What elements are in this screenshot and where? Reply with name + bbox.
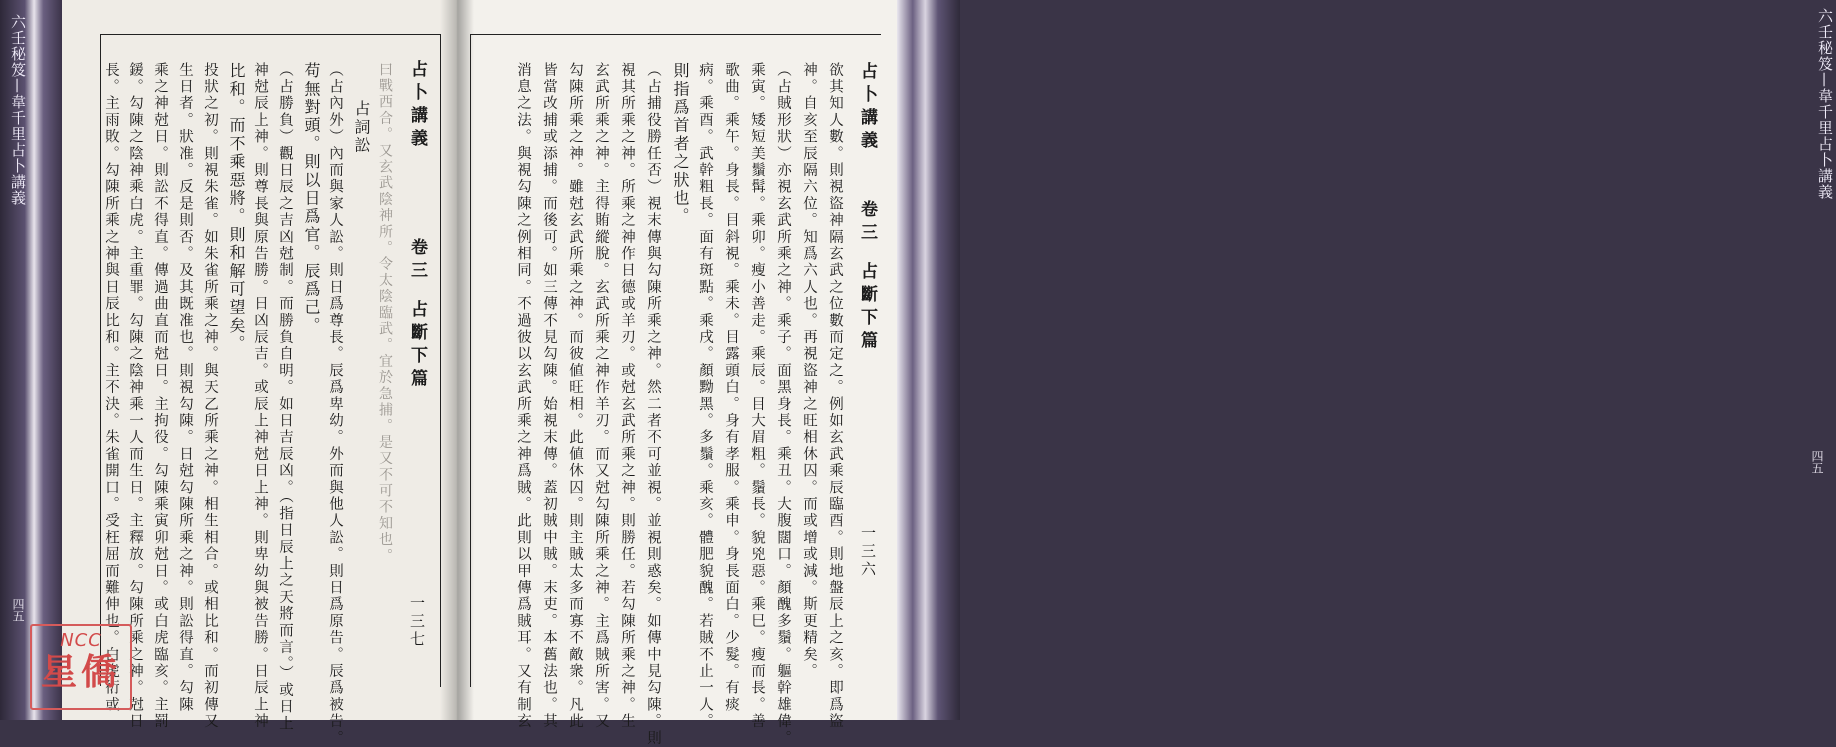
right-header-volume: 卷三 <box>857 200 877 246</box>
stamp-latin-text: NCC <box>60 630 102 651</box>
left-col-7: 比和。而不乘惡將。則和解可望矣。 <box>227 62 246 354</box>
left-col-10: 乘之神尅日。則訟不得直。傳過曲直而尅日。主拘役。勾陳乘寅卯尅日。或白虎臨亥。主罰 <box>152 62 168 730</box>
left-header-volume: 卷三 <box>407 238 427 284</box>
left-col-5: （占勝負）觀日辰之吉凶尅制。而勝負自明。如日吉辰凶。（指日辰上之天將而言。）或日上 <box>277 62 293 733</box>
left-col-4: 苟無對頭。則以日爲官。辰爲己。 <box>302 62 321 335</box>
right-page-number: 一三六 <box>859 525 877 579</box>
right-header-section: 占斷下篇 <box>857 262 877 354</box>
left-page-edge <box>0 0 62 720</box>
right-col-10: 玄武所乘之神。主得賄縱脫。玄武所乘之神作羊刃。而又尅勾陳所乘之神。主爲賊所害。又 <box>593 62 609 730</box>
right-col-4: 乘寅。矮短美鬚髯。乘卯。瘦小善走。乘辰。目大眉粗。鬚長。貌兇惡。乘巳。瘦而長。善 <box>749 62 765 730</box>
right-col-8: （占捕役勝任否）視末傳與勾陳所乘之神。然二者不可並視。並視則惑矣。如傳中見勾陳。則 <box>645 62 661 747</box>
right-col-5: 歌曲。乘午。身長。目斜視。乘未。目露頭白。身有孝服。乘申。身長面白。少髮。有痰 <box>723 62 739 714</box>
right-col-7: 則指爲首者之狀也。 <box>671 62 690 226</box>
right-col-11: 勾陳所乘之神。雖尅玄武所乘之神。而彼値旺相。此値休囚。則主賊太多而寡不敵衆。凡此 <box>567 62 583 730</box>
left-header-section: 占斷下篇 <box>407 300 427 392</box>
book-gutter <box>440 0 474 720</box>
right-header-title: 占卜講義 <box>857 62 877 154</box>
right-page-edge <box>897 0 1834 720</box>
left-col-3: （占內外）內而與家人訟。則日爲尊長。辰爲卑幼。外而與他人訟。則日爲原告。辰爲被告。 <box>327 62 343 747</box>
left-col-6: 神尅辰上神。則尊長與原告勝。日凶辰吉。或辰上神尅日上神。則卑幼與被告勝。日辰上神 <box>252 62 268 730</box>
left-page-number: 一三七 <box>408 595 426 649</box>
left-spine-text: 六壬秘笈—韋千里占卜講義 <box>9 14 27 206</box>
right-col-1: 欲其知人數。則視盜神隔玄武之位數而定之。例如玄武乘辰臨酉。則地盤辰上之亥。即爲盜 <box>827 62 843 730</box>
watermark-stamp <box>30 624 132 710</box>
left-edge-code: 四五 <box>11 598 25 622</box>
right-col-2: 神。自亥至辰隔六位。知爲六人也。再視盜神之旺相休囚。而或增或減。斯更精矣。 <box>801 62 817 680</box>
right-edge-code: 四五 <box>1810 450 1824 474</box>
right-spine-text: 六壬秘笈—韋千里占卜講義 <box>1816 8 1834 200</box>
left-col-11: 鍰。勾陳之陰神乘白虎。主重罪。勾陳之陰神乘一人而生日。主釋放。勾陳所乘之神。尅日 <box>127 62 143 730</box>
stamp-chinese-text: 星僑 <box>40 652 121 693</box>
right-col-3: （占賊形狀）亦視玄武所乘之神。乘子。面黑身長。乘丑。大腹闊口。顏醜多鬚。軀幹雄偉。 <box>775 62 791 747</box>
right-col-13: 消息之法。與視勾陳之例相同。不過彼以玄武所乘之神爲賊。此則以甲傳爲賊耳。又有制玄 <box>515 62 531 730</box>
left-col-12: 長。主雨敗。勾陳所乘之神與日辰比和。主不決。朱雀開口。受枉屈而難伸也。白虎衍或 <box>103 62 119 714</box>
left-col-2: 占詞訟 <box>352 100 371 155</box>
left-col-9: 生日者。狀准。反是則否。及其既准也。則視勾陳。日尅勾陳所乘之神。則訟得直。勾陳 <box>177 62 193 714</box>
left-col-1: 曰戰西合。又玄武陰神所。令太陰臨武。宜於急捕。是又不可不知也。 <box>377 62 393 565</box>
left-col-8: 投狀之初。則視朱雀。如朱雀所乘之神。與天乙所乘之神。相生相合。或相比和。而初傳又 <box>202 62 218 730</box>
right-col-12: 皆當改捕或添捕。而後可。如三傳不見勾陳。始視末傳。蓋初賊中賊。末吏。本舊法也。其 <box>541 62 557 730</box>
right-col-6: 病。乘酉。武幹粗長。面有斑點。乘戌。顏黝黑。多鬚。乘亥。體肥貌醜。若賊不止一人。 <box>697 62 713 730</box>
left-header-title: 占卜講義 <box>407 60 427 152</box>
right-col-9: 視其所乘之神。所乘之神作日德或羊刃。或尅玄武所乘之神。則勝任。若勾陳所乘之神。生 <box>619 62 635 730</box>
